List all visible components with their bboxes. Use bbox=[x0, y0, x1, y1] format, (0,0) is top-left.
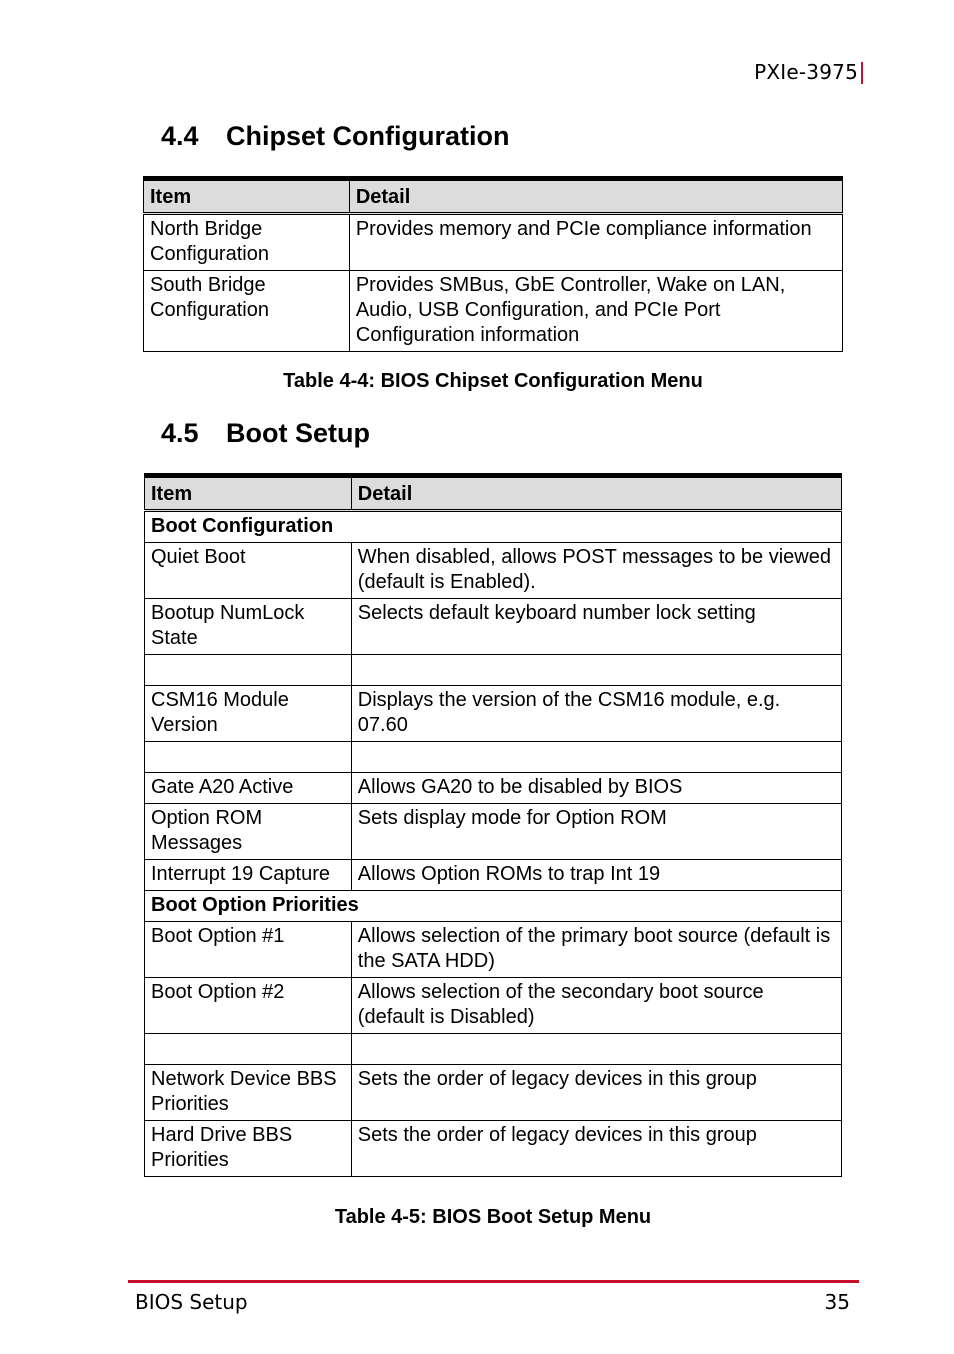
empty-row bbox=[145, 742, 842, 773]
page-number: 35 bbox=[824, 1290, 850, 1314]
detail-cell: When disabled, allows POST messages to be viewed (default is Enabled). bbox=[351, 543, 841, 599]
item-cell: Interrupt 19 Capture bbox=[145, 860, 352, 891]
table-row bbox=[145, 978, 842, 1034]
detail-cell bbox=[351, 1034, 841, 1065]
table-row bbox=[145, 860, 842, 891]
column-header-item: Item bbox=[144, 179, 350, 214]
column-header-detail: Detail bbox=[349, 179, 842, 214]
detail-cell bbox=[351, 655, 841, 686]
section-title: Chipset Configuration bbox=[226, 121, 510, 151]
item-cell: Bootup NumLock State bbox=[145, 599, 352, 655]
item-cell: Network Device BBS Priorities bbox=[145, 1065, 352, 1121]
item-cell bbox=[145, 1034, 352, 1065]
group-label-boot-option-priorities: Boot Option Priorities bbox=[145, 891, 842, 922]
detail-cell: Sets the order of legacy devices in this group bbox=[351, 1065, 841, 1121]
chipset-config-table bbox=[143, 176, 843, 352]
detail-cell: Allows selection of the primary boot source (default is the SATA HDD) bbox=[351, 922, 841, 978]
column-header-detail: Detail bbox=[351, 476, 841, 511]
document-model-name: PXIe-3975 bbox=[754, 60, 858, 84]
item-cell: Gate A20 Active bbox=[145, 773, 352, 804]
section-number: 4.5 bbox=[161, 418, 199, 448]
table-caption-chipset: Table 4-4: BIOS Chipset Configuration Menu bbox=[283, 370, 703, 392]
detail-cell: Allows Option ROMs to trap Int 19 bbox=[351, 860, 841, 891]
table-row bbox=[145, 922, 842, 978]
detail-cell: Allows GA20 to be disabled by BIOS bbox=[351, 773, 841, 804]
item-cell: North Bridge Configuration bbox=[144, 214, 350, 271]
item-cell: Quiet Boot bbox=[145, 543, 352, 599]
table-row bbox=[145, 599, 842, 655]
detail-cell: Sets the order of legacy devices in this group bbox=[351, 1121, 841, 1177]
table-row bbox=[144, 214, 843, 271]
empty-row bbox=[145, 655, 842, 686]
table-row bbox=[145, 686, 842, 742]
header-accent-bar bbox=[861, 62, 863, 84]
table-row bbox=[145, 804, 842, 860]
detail-cell: Sets display mode for Option ROM bbox=[351, 804, 841, 860]
detail-cell: Selects default keyboard number lock setting bbox=[351, 599, 841, 655]
detail-cell: Provides memory and PCIe compliance information bbox=[349, 214, 842, 271]
footer-rule bbox=[128, 1280, 859, 1283]
item-cell bbox=[145, 655, 352, 686]
section-number: 4.4 bbox=[161, 121, 199, 151]
table-row bbox=[144, 271, 843, 352]
group-label-boot-configuration: Boot Configuration bbox=[145, 511, 842, 543]
footer-chapter-title: BIOS Setup bbox=[135, 1290, 248, 1314]
boot-setup-table bbox=[144, 473, 842, 1177]
group-row bbox=[145, 891, 842, 922]
table-row bbox=[145, 773, 842, 804]
section-heading-chipset bbox=[161, 121, 509, 152]
item-cell: CSM16 Module Version bbox=[145, 686, 352, 742]
table-caption-boot: Table 4-5: BIOS Boot Setup Menu bbox=[334, 1206, 652, 1228]
item-cell: Boot Option #1 bbox=[145, 922, 352, 978]
detail-cell: Displays the version of the CSM16 module, e.g. 07.60 bbox=[351, 686, 841, 742]
table-row bbox=[145, 1121, 842, 1177]
item-cell bbox=[145, 742, 352, 773]
column-header-item: Item bbox=[145, 476, 352, 511]
group-row bbox=[145, 511, 842, 543]
table-row bbox=[145, 543, 842, 599]
section-heading-boot bbox=[161, 418, 370, 449]
empty-row bbox=[145, 1034, 842, 1065]
item-cell: Boot Option #2 bbox=[145, 978, 352, 1034]
detail-cell: Provides SMBus, GbE Controller, Wake on LAN, Audio, USB Configuration, and PCIe Port Configuration information bbox=[349, 271, 842, 352]
item-cell: Hard Drive BBS Priorities bbox=[145, 1121, 352, 1177]
detail-cell: Allows selection of the secondary boot source (default is Disabled) bbox=[351, 978, 841, 1034]
detail-cell bbox=[351, 742, 841, 773]
item-cell: South Bridge Configuration bbox=[144, 271, 350, 352]
table-header-row bbox=[144, 179, 843, 214]
table-header-row bbox=[145, 476, 842, 511]
table-row bbox=[145, 1065, 842, 1121]
item-cell: Option ROM Messages bbox=[145, 804, 352, 860]
section-title: Boot Setup bbox=[226, 418, 370, 448]
